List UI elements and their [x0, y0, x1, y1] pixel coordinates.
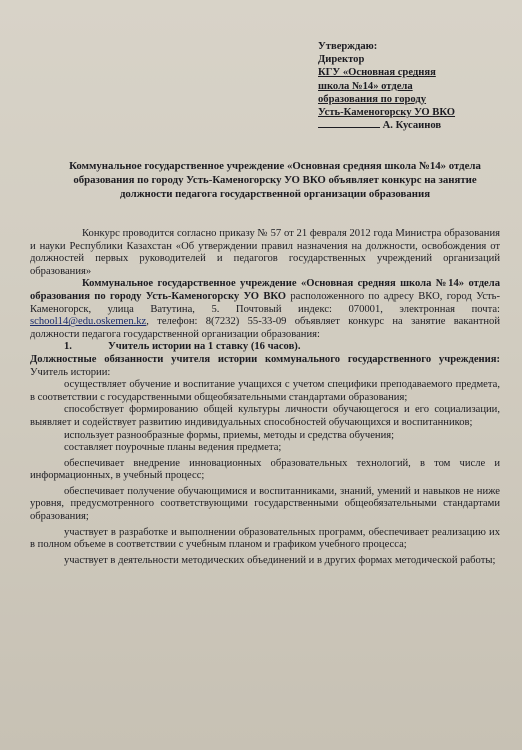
org-name: Коммунальное государственное учреждение «Основная средняя школа №14» отдела образования по городу Усть-Каменогорску УО ВКО [30, 278, 500, 302]
duty-item: использует разнообразные формы, приемы, методы и средства обучения; [64, 429, 395, 441]
signature-line [318, 127, 380, 128]
position-item [30, 341, 500, 354]
approval-org-line: КГУ «Основная средняя [318, 67, 436, 79]
approval-signature-row [318, 119, 518, 132]
org-phone: , телефон: 8(7232) 55-33-09 объявляет конкурс на занятие вакантной должности педагога государственной организации образования: [30, 316, 500, 340]
duties-heading-paragraph [30, 354, 500, 379]
signatory-name: А. Кусаинов [382, 120, 442, 132]
duty-item: составляет поурочные планы ведения предмета; [64, 442, 282, 454]
duty-item: участвует в разработке и выполнении образовательных программ, обеспечивает реализацию их в полном объеме в соответствии с учебным планом и графиком учебного процесса; [30, 526, 500, 551]
approval-org-line: Усть-Каменогорску УО ВКО [318, 107, 456, 119]
duty-item: способствует формированию общей культуры личности обучающегося и его социализации, выявляет и содействует развитию индивидуальных способностей обучающихся и воспитанников; [30, 404, 500, 428]
org-paragraph [30, 278, 500, 341]
position-label: Учитель истории на 1 ставку (16 часов). [108, 341, 301, 353]
approval-org-line: школа №14» отдела [318, 80, 413, 92]
duties-subject: Учитель истории: [30, 366, 111, 378]
document-title: Коммунальное государственное учреждение «Основная средняя школа №14» отдела образования по городу Усть-Каменогорску УО ВКО объявляет конкурс на занятие должности педагога государственной организации образования [69, 160, 481, 200]
org-address: расположенного по адресу ВКО, город Усть-Каменогорск, улица Ватутина, 5. Почтовый индекс: 070001, электронная почта: [30, 290, 501, 315]
duties-heading: Должностные обязанности учителя истории коммунального государственного учреждения: [30, 353, 500, 365]
duty-item: участвует в деятельности методических объединений и в других формах методической работы; [64, 554, 496, 566]
intro-paragraph: Конкурс проводится согласно приказу № 57 от 21 февраля 2012 года Министра образования и науки Республики Казахстан «Об утверждении правил назначения на должности, освобождения от должностей первых руководителей и педагогов государственных учреждений организаций образования» [30, 228, 500, 277]
approval-position: Директор [318, 54, 365, 66]
approval-org-line: образования по городу [318, 93, 427, 105]
document-body [30, 228, 500, 567]
position-number: 1. [64, 341, 72, 353]
approval-block [318, 40, 518, 132]
duty-item: обеспечивает внедрение инновационных образовательных технологий, в том числе и информационных, в учебный процесс; [30, 457, 500, 482]
email-link[interactable]: school14@edu.oskemen.kz [30, 316, 147, 328]
duty-item: обеспечивает получение обучающимися и воспитанниками, знаний, умений и навыков не ниже уровня, предусмотренного соответствующими государственными общеобязательными стандартами образования; [30, 485, 500, 523]
duty-item: осуществляет обучение и воспитание учащихся с учетом специфики преподаваемого предмета, в соответствии с государственными общеобязательными стандартами образования; [30, 379, 500, 403]
approval-heading: Утверждаю: [318, 41, 378, 52]
